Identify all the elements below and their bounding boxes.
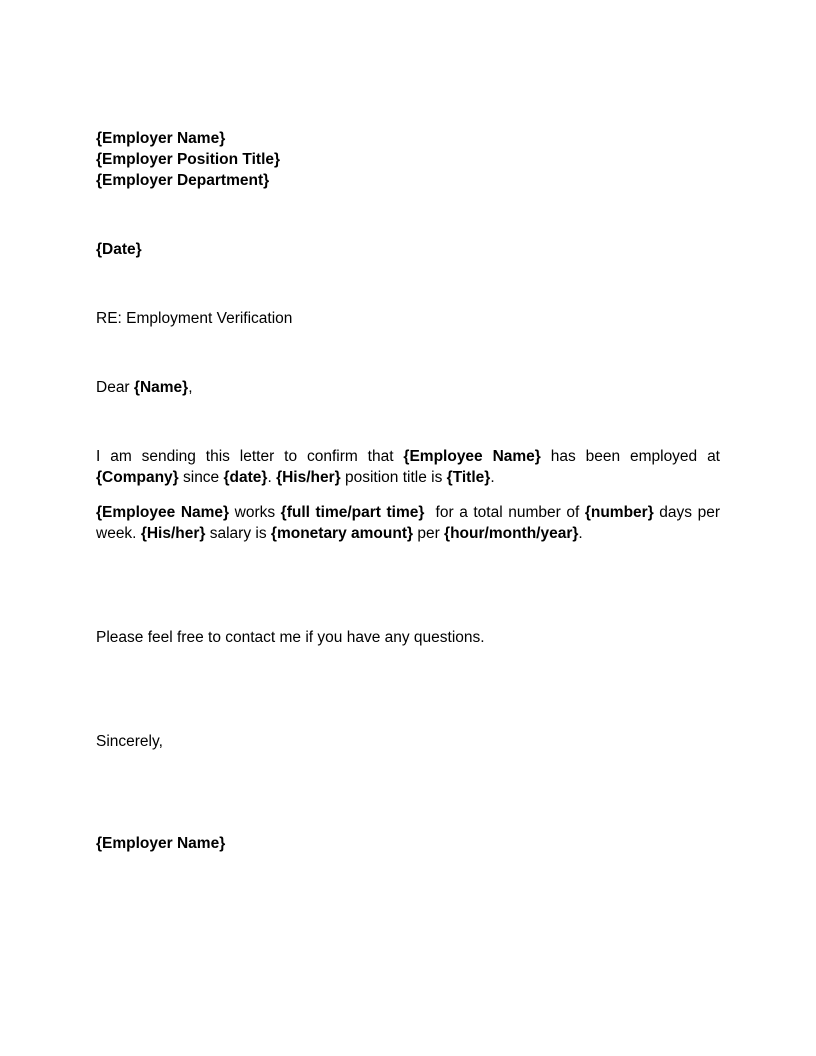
para1-text-5: position title is	[340, 469, 447, 486]
para2-text-4: salary is	[205, 525, 271, 542]
pronoun-placeholder: {His/her}	[276, 469, 341, 486]
employee-name-placeholder: {Employee Name}	[403, 448, 541, 465]
para2-text-5: per	[413, 525, 445, 542]
salutation-punct: ,	[188, 379, 193, 396]
para1-text-4: .	[267, 469, 277, 486]
employer-department: {Employer Department}	[96, 172, 270, 189]
employee-name-placeholder: {Employee Name}	[96, 504, 230, 521]
body-paragraph-1	[96, 446, 720, 488]
title-placeholder: {Title}	[446, 469, 491, 486]
para2-text-2: for a total number of	[424, 504, 585, 521]
company-placeholder: {Company}	[96, 469, 179, 486]
body-paragraph-2	[96, 502, 720, 544]
employer-header	[96, 128, 720, 191]
salutation-greeting: Dear	[96, 379, 134, 396]
employer-name: {Employer Name}	[96, 130, 226, 147]
para2-text-1: works	[229, 504, 281, 521]
salary-amount-placeholder: {monetary amount}	[270, 525, 414, 542]
sign-off: Sincerely,	[96, 733, 163, 750]
para1-text-6: .	[490, 469, 495, 486]
pronoun-placeholder: {His/her}	[140, 525, 206, 542]
employment-type-placeholder: {full time/part time}	[280, 504, 425, 521]
para2-text-3: days per week.	[96, 504, 721, 542]
salutation	[96, 377, 720, 398]
days-number-placeholder: {number}	[584, 504, 654, 521]
closing-line: Please feel free to contact me if you have any questions.	[96, 629, 485, 646]
employer-position-title: {Employer Position Title}	[96, 151, 281, 168]
para1-text-3: since	[178, 469, 224, 486]
pay-period-placeholder: {hour/month/year}	[444, 525, 579, 542]
para1-text-1: I am sending this letter to confirm that	[96, 448, 404, 465]
para1-text-2: has been employed at	[540, 448, 720, 465]
signature-name: {Employer Name}	[96, 835, 226, 852]
subject-line: RE: Employment Verification	[96, 310, 293, 327]
para2-text-6: .	[578, 525, 583, 542]
recipient-name: {Name}	[133, 379, 189, 396]
start-date-placeholder: {date}	[223, 469, 268, 486]
letter-date: {Date}	[96, 241, 142, 258]
